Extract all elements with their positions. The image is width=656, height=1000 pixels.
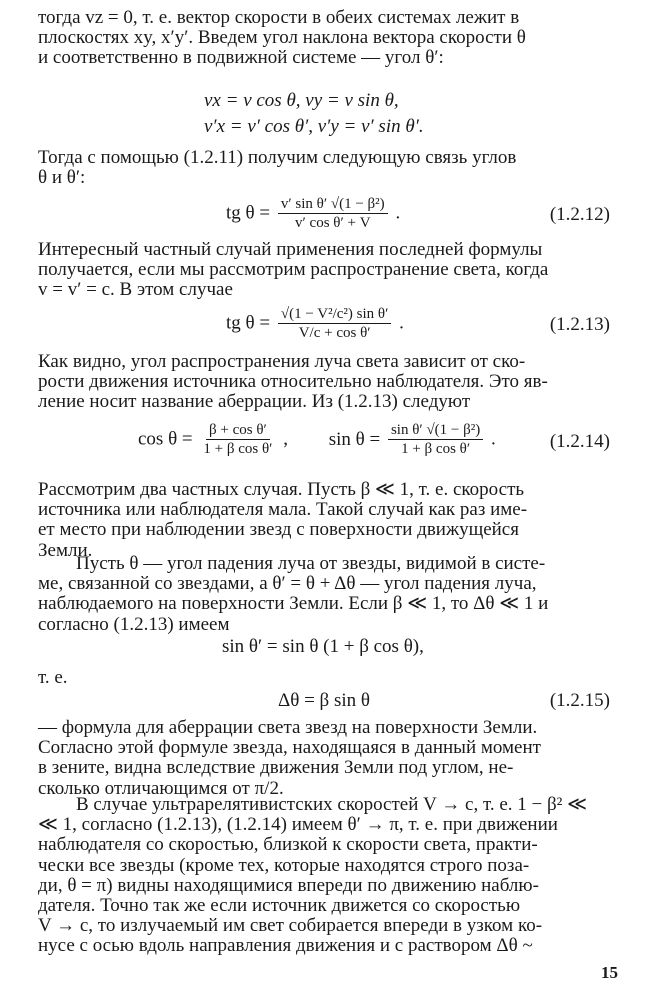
fraction-denominator: 1 + β cos θ′ <box>401 441 471 457</box>
text-line: В случае ультрарелятивистских скоростей V → c, т. е. 1 − β² ≪ <box>76 794 587 815</box>
text-line: и соответственно в подвижной системе — угол θ′: <box>38 47 444 69</box>
text-line: Как видно, угол распространения луча света зависит от ско- <box>38 351 526 372</box>
text-line: источника или наблюдателя мала. Такой случай как раз име- <box>38 499 528 521</box>
equation-fraction <box>200 422 275 457</box>
text-line: наблюдаемого на поверхности Земли. Если β ≪ 1, то Δθ ≪ 1 и <box>38 593 549 615</box>
text-line: в зените, видна вследствие движения Земли под углом, не- <box>38 757 514 779</box>
equation-1-2-12: tg θ = $\frac{\text{v′ sin θ′ √(1 − β²)}}{\text{v′ cos θ′ + V}}$ . (1.2.12) <box>226 196 610 231</box>
equation-lhs: tg θ = <box>226 312 271 334</box>
fraction-numerator: v′ sin θ′ √(1 − β²) <box>278 196 388 214</box>
paragraph-3 <box>38 240 610 301</box>
equation-lhs: tg θ = <box>226 202 271 224</box>
fraction-numerator: √(1 − V²/c²) sin θ′ <box>278 306 392 324</box>
equation-number: (1.2.13) <box>549 314 610 335</box>
text-line: Пусть θ — угол падения луча от звезды, видимой в систе- <box>76 553 546 574</box>
equation-lhs: cos θ = <box>138 428 193 450</box>
equation-1-2-13: tg θ = $\frac{\text{√(1 − V²/c²) sin θ′}}{\text{V/c + cos θ′}}$ . (1.2.13) <box>226 306 610 341</box>
velocity-components-line-2: v′x = v′ cos θ′, v′y = v′ sin θ′. <box>204 116 424 137</box>
equation-fraction <box>388 422 483 457</box>
equation-1-2-15: Δθ = β sin θ (1.2.15) <box>278 690 610 711</box>
paragraph-5 <box>38 480 610 561</box>
text-line: ≪ 1, согласно (1.2.13), (1.2.14) имеем θ′ → π, т. е. при движении <box>38 814 558 836</box>
text-line: ди, θ = π) видны находящимися впереди по движению наблю- <box>38 874 539 896</box>
fraction-numerator: sin θ′ √(1 − β²) <box>388 422 483 440</box>
text-line: получается, если мы рассмотрим распространение света, когда <box>38 259 549 281</box>
paragraph-4 <box>38 352 610 413</box>
velocity-components-line-1: vx = v cos θ, vy = v sin θ, <box>204 90 399 111</box>
equation-number: (1.2.15) <box>549 690 610 711</box>
paragraph-1 <box>38 8 610 69</box>
text-line: нусе с осью вдоль направления движения и с раствором Δθ ~ <box>38 935 533 957</box>
paragraph-2 <box>38 148 610 188</box>
text-line: тогда vz = 0, т. е. вектор скорости в обеих системах лежит в <box>38 7 520 28</box>
equation-fraction <box>278 196 388 231</box>
text-line: согласно (1.2.13) имеем <box>38 613 230 635</box>
text-line: т. е. <box>38 667 68 688</box>
text-line: Согласно этой формуле звезда, находящаяся в данный момент <box>38 737 541 759</box>
text-line: Интересный частный случай применения последней формулы <box>38 239 543 260</box>
text-line: наблюдателя со скоростью, близкой к скорости света, практи- <box>38 834 538 856</box>
text-line: рости движения источника относительно наблюдателя. Это яв- <box>38 371 548 393</box>
equation-fraction <box>278 306 392 341</box>
text-line: — формула для аберрации света звезд на поверхности Земли. <box>38 717 538 738</box>
text-line: плоскостях xy, x′y′. Введем угол наклона вектора скорости θ <box>38 27 526 49</box>
equation-sin-approximation: sin θ′ = sin θ (1 + β cos θ), <box>222 636 424 657</box>
equation-number: (1.2.12) <box>549 204 610 225</box>
text-line: Земли. <box>38 539 93 561</box>
fraction-denominator: 1 + β cos θ′ <box>203 441 273 457</box>
paragraph-7 <box>38 718 610 799</box>
text-line: сколько отличающимся от π/2. <box>38 777 284 799</box>
paragraph-8 <box>38 795 610 957</box>
text-line: θ и θ′: <box>38 167 86 189</box>
equation-1-2-14: cos θ = $\frac{\text{β + cos θ′}}{\text{1 + β cos θ′}}$ , sin θ = $\frac{\text{sin θ′ √(1 − β²)}}{\text{1 + β cos θ′}}$ . (1.2.14) <box>138 422 610 457</box>
text-line: ление носит название аберрации. Из (1.2.13) следуют <box>38 391 471 413</box>
page-number: 15 <box>601 963 618 982</box>
fraction-denominator: V/c + cos θ′ <box>298 325 371 341</box>
equation-number: (1.2.14) <box>549 431 610 452</box>
paragraph-te <box>38 668 610 688</box>
paragraph-6 <box>38 554 610 635</box>
text-line: ме, связанной со звездами, а θ′ = θ + Δθ — угол падения луча, <box>38 573 537 595</box>
text-line: Рассмотрим два частных случая. Пусть β ≪ 1, т. е. скорость <box>38 479 525 500</box>
fraction-denominator: v′ cos θ′ + V <box>295 215 371 231</box>
text-line: v = v′ = c. В этом случае <box>38 279 233 301</box>
text-line: Тогда с помощью (1.2.11) получим следующую связь углов <box>38 147 517 168</box>
text-line: V → c, то излучаемый им свет собирается впереди в узком ко- <box>38 915 543 937</box>
fraction-numerator: β + cos θ′ <box>206 422 270 440</box>
text-line: чески все звезды (кроме тех, которые находятся строго поза- <box>38 854 530 876</box>
text-line: ет место при наблюдении звезд с поверхности движущейся <box>38 519 519 541</box>
text-line: дателя. Точно так же если источник движется со скоростью <box>38 895 521 917</box>
equation-lhs: sin θ = <box>328 428 381 450</box>
